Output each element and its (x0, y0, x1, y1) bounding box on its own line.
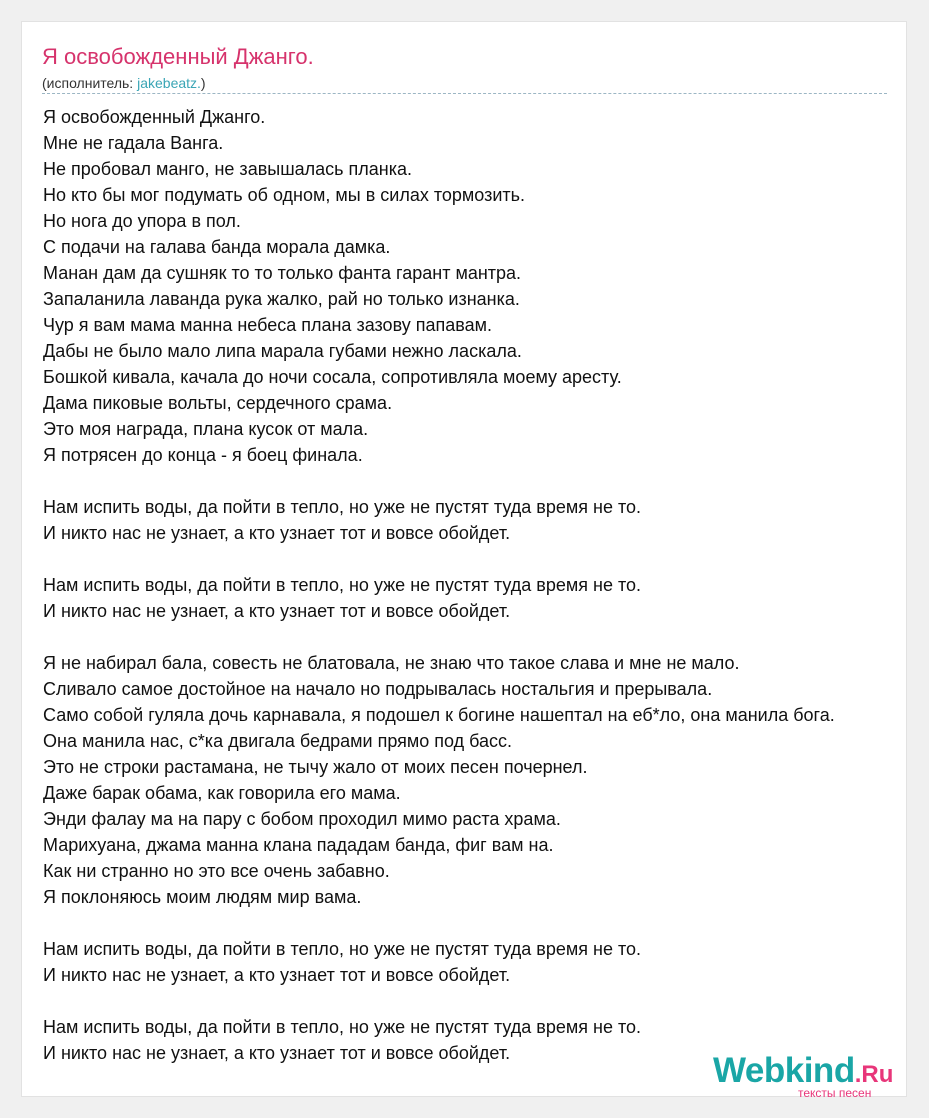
lyric-line: Дама пиковые вольты, сердечного срама. (43, 393, 393, 413)
stanza-break (43, 546, 913, 572)
stanza-break (43, 988, 913, 1014)
lyric-line: С подачи на галава банда морала дамка. (43, 237, 391, 257)
lyric-line: Как ни странно но это все очень забавно. (43, 861, 390, 881)
lyric-line: И никто нас не узнает, а кто узнает тот и вовсе обойдет. (43, 601, 511, 621)
lyric-line: Манан дам да сушняк то то только фанта гарант мантра. (43, 263, 522, 283)
lyric-line: Сливало самое достойное на начало но подрывалась ностальгия и прерывала. (43, 679, 713, 699)
lyric-line: Энди фалау ма на пару с бобом проходил мимо раста храма. (43, 809, 561, 829)
lyric-line: Это не строки растамана, не тычу жало от моих песен почернел. (43, 757, 588, 777)
lyric-line: Мне не гадала Ванга. (43, 133, 224, 153)
lyric-line: Не пробовал манго, не завышалась планка. (43, 159, 413, 179)
lyric-line: И никто нас не узнает, а кто узнает тот и вовсе обойдет. (43, 965, 511, 985)
lyrics-card (21, 21, 907, 1100)
logo-name: Webkind (713, 1051, 855, 1090)
artist-link[interactable]: jakebeatz. (137, 75, 201, 91)
lyric-line: Чур я вам мама манна небеса плана зазову папавам. (43, 315, 492, 335)
lyric-line: Нам испить воды, да пойти в тепло, но уже не пустят туда время не то. (43, 1017, 642, 1037)
lyric-line: Марихуана, джама манна клана пададам банда, фиг вам на. (43, 835, 554, 855)
lyric-line: Нам испить воды, да пойти в тепло, но уже не пустят туда время не то. (43, 497, 642, 517)
lyric-line: Я не набирал бала, совесть не блатовала, не знаю что такое слава и мне не мало. (43, 653, 740, 673)
lyric-line: Дабы не было мало липа марала губами нежно ласкала. (43, 341, 522, 361)
lyric-line: И никто нас не узнает, а кто узнает тот и вовсе обойдет. (43, 523, 511, 543)
lyric-line: Я потрясен до конца - я боец финала. (43, 445, 363, 465)
logo-tld: .Ru (854, 1061, 894, 1088)
stanza-break (43, 468, 913, 494)
artist-line (42, 73, 206, 93)
lyric-line: Бошкой кивала, качала до ночи сосала, сопротивляла моему аресту. (43, 367, 622, 387)
lyric-line: Запаланила лаванда рука жалко, рай но только изнанка. (43, 289, 520, 309)
stanza-break (43, 624, 913, 650)
lyric-line: Нам испить воды, да пойти в тепло, но уже не пустят туда время не то. (43, 575, 642, 595)
lyrics-body (43, 104, 913, 1066)
lyric-line: Это моя награда, плана кусок от мала. (43, 419, 369, 439)
lyric-line: Само собой гуляла дочь карнавала, я подошел к богине нашептал на еб*ло, она манила бога. (43, 705, 835, 725)
lyric-line: Даже барак обама, как говорила его мама. (43, 783, 401, 803)
lyric-line: Я поклоняюсь моим людям мир вама. (43, 887, 362, 907)
artist-prefix: (исполнитель: (42, 75, 138, 91)
lyric-line: Но нога до упора в пол. (43, 211, 241, 231)
lyric-line: И никто нас не узнает, а кто узнает тот и вовсе обойдет. (43, 1043, 511, 1063)
stanza-break (43, 910, 913, 936)
artist-suffix: ) (200, 75, 206, 91)
lyric-line: Она манила нас, с*ка двигала бедрами прямо под басс. (43, 731, 513, 751)
lyric-line: Но кто бы мог подумать об одном, мы в силах тормозить. (43, 185, 526, 205)
site-logo[interactable] (713, 1051, 908, 1101)
lyric-line: Я освобожденный Джанго. (43, 107, 266, 127)
logo-tagline: тексты песен (798, 1086, 872, 1100)
song-title: Я освобожденный Джанго. (42, 44, 314, 69)
title-divider (42, 93, 887, 94)
lyric-line: Нам испить воды, да пойти в тепло, но уже не пустят туда время не то. (43, 939, 642, 959)
